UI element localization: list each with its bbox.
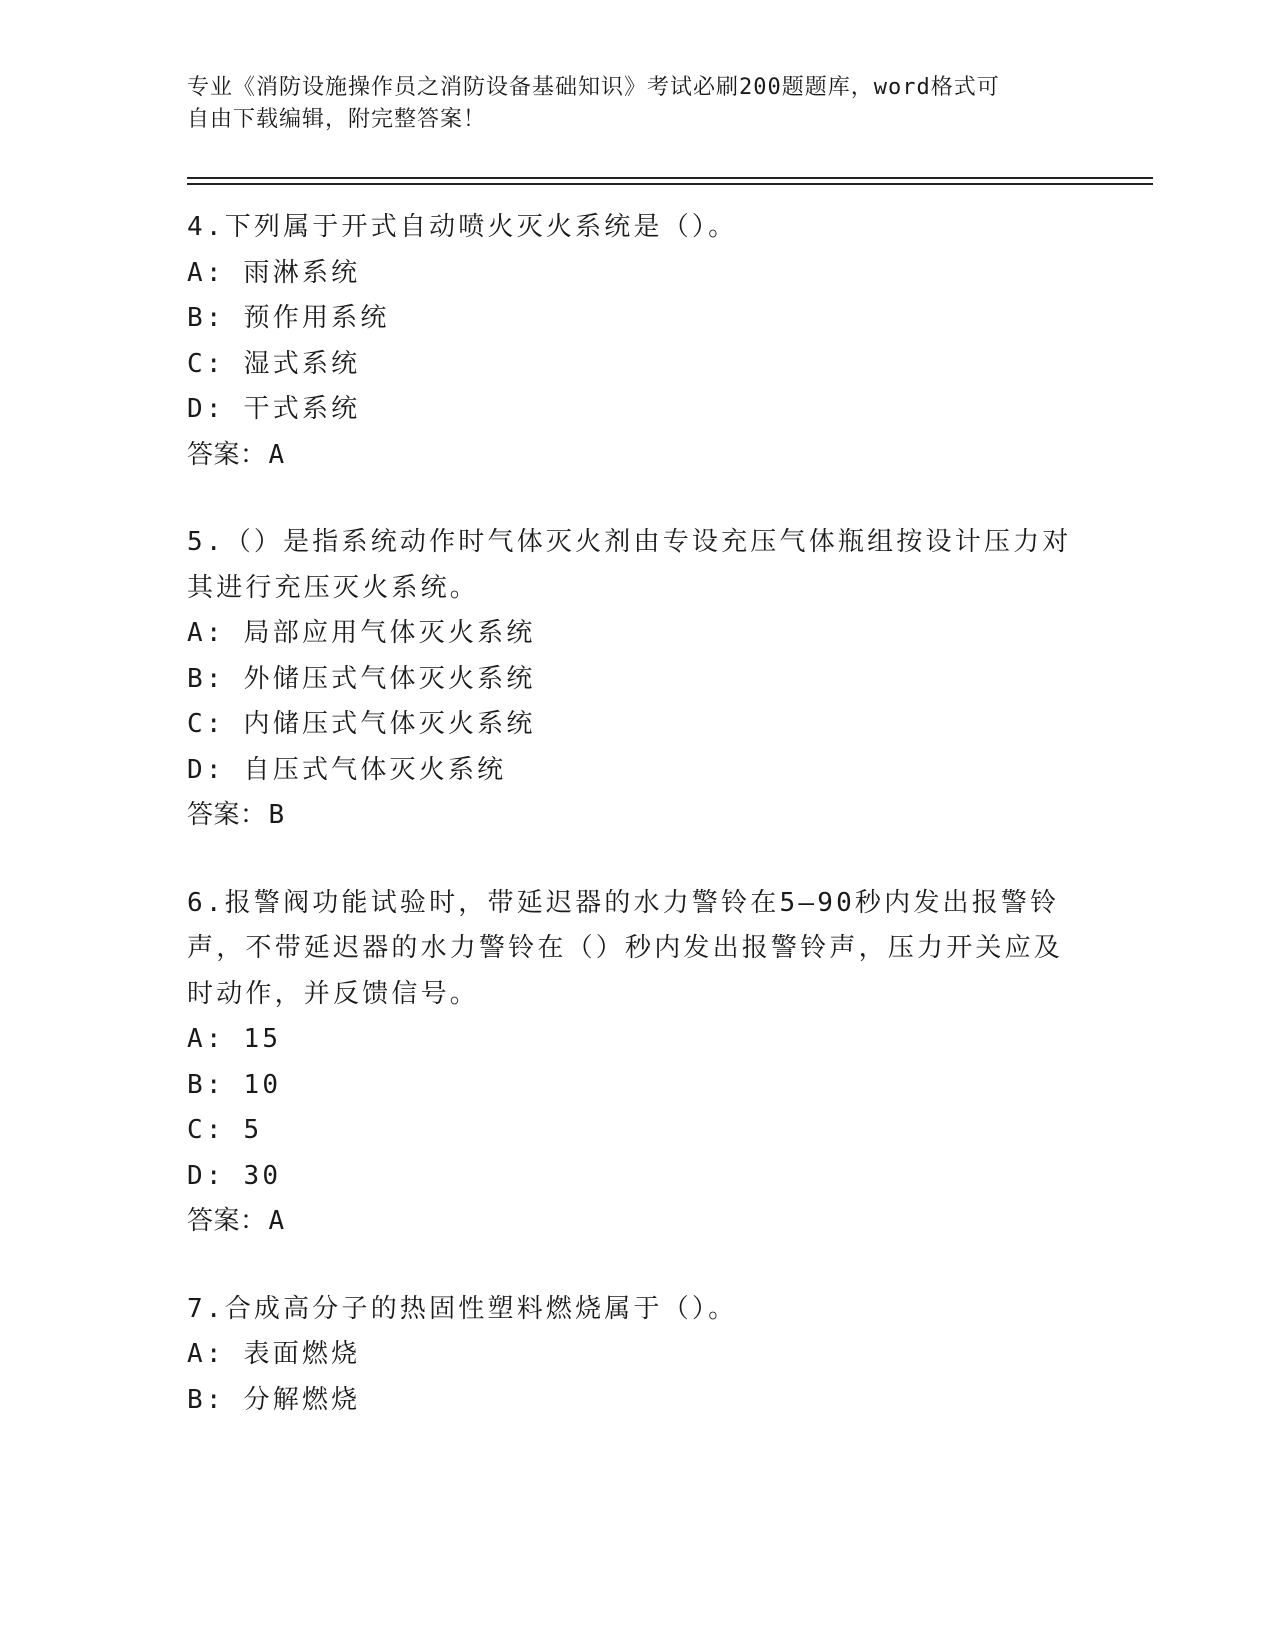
- question-list: [187, 205, 1072, 1465]
- answer-value: B: [268, 800, 285, 830]
- question-text: 7.合成高分子的热固性塑料燃烧属于（）。: [187, 1293, 738, 1324]
- question-text: 声，不带延迟器的水力警铃在（）秒内发出报警铃声，压力开关应及: [187, 933, 1064, 963]
- option-c: C: 内储压式气体灭火系统: [187, 709, 536, 739]
- question-text: 4.下列属于开式自动喷火灭火系统是（）。: [187, 212, 738, 242]
- option-d: D: 30: [187, 1160, 282, 1191]
- question-5: [187, 520, 1072, 839]
- option-c: C: 湿式系统: [187, 348, 361, 379]
- question-6: [187, 881, 1067, 1245]
- question-4: [187, 205, 1067, 478]
- option-b: B: 预作用系统: [187, 303, 390, 333]
- option-a: A: 雨淋系统: [187, 257, 361, 288]
- answer-value: A: [268, 439, 285, 470]
- question-text: 其进行充压灭火系统。: [187, 572, 480, 603]
- answer-label: 答案：: [187, 1206, 267, 1236]
- header-divider-top: [187, 177, 1153, 179]
- answer-label: 答案：: [187, 800, 267, 830]
- header-divider-bottom: [187, 183, 1153, 185]
- question-text: 5.（）是指系统动作时气体灭火剂由专设充压气体瓶组按设计压力对: [187, 527, 1072, 557]
- document-header: [187, 72, 1067, 136]
- answer-value: A: [268, 1206, 285, 1236]
- option-a: A: 表面燃烧: [187, 1339, 361, 1369]
- question-text: 6.报警阀功能试验时，带延迟器的水力警铃在5—90秒内发出报警铃: [187, 887, 1060, 918]
- answer-line: [187, 793, 1067, 839]
- option-a: A: 15: [187, 1024, 282, 1054]
- header-line-1: 专业《消防设施操作员之消防设备基础知识》考试必刷200题题库，word格式可: [187, 75, 1000, 100]
- option-c: C: 5: [187, 1115, 263, 1145]
- header-line-2: 自由下载编辑，附完整答案！: [187, 107, 487, 132]
- answer-line: [187, 433, 1067, 479]
- answer-label: 答案：: [187, 439, 267, 470]
- option-b: B: 外储压式气体灭火系统: [187, 663, 536, 694]
- option-d: D: 干式系统: [187, 394, 361, 424]
- option-b: B: 分解燃烧: [187, 1384, 361, 1415]
- option-a: A: 局部应用气体灭火系统: [187, 618, 536, 648]
- question-text: 时动作，并反馈信号。: [187, 978, 480, 1009]
- option-b: B: 10: [187, 1069, 282, 1100]
- answer-line: [187, 1199, 1067, 1245]
- question-7: [187, 1287, 1067, 1424]
- option-d: D: 自压式气体灭火系统: [187, 754, 507, 785]
